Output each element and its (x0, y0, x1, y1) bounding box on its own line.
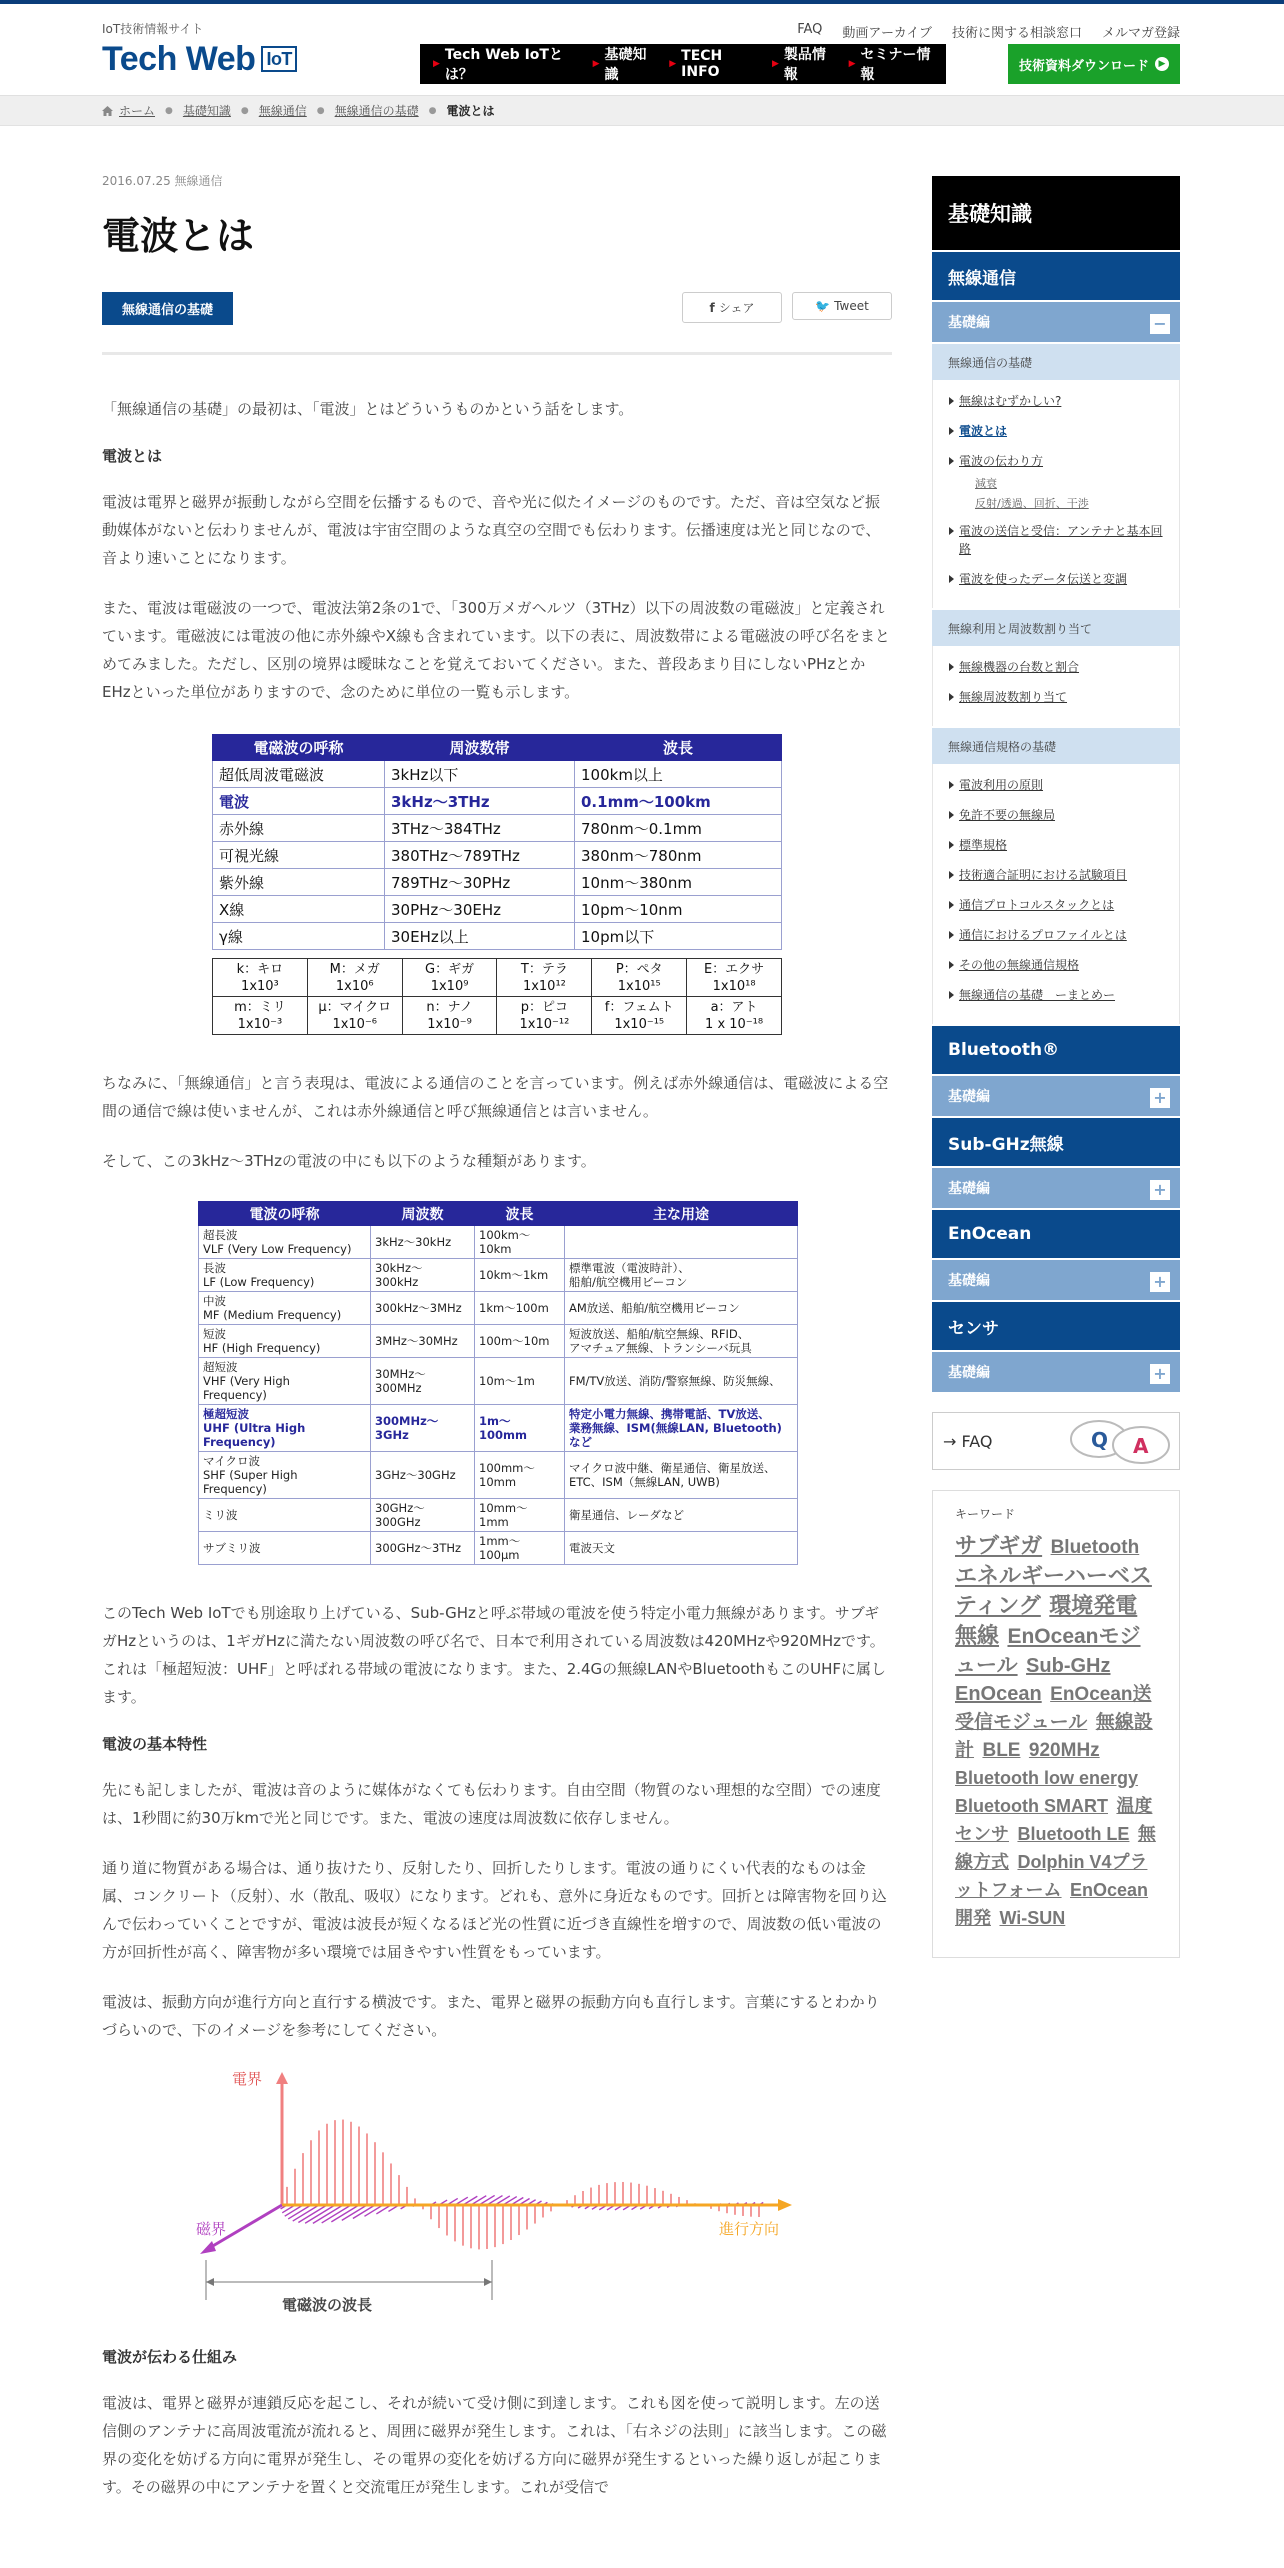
logo-iot-badge: IoT (261, 46, 297, 72)
table-cell: γ線 (213, 923, 385, 950)
table-row (213, 788, 782, 815)
sidebar-link[interactable]: 電波を使ったデータ伝送と変調 (949, 570, 1165, 588)
table-cell: 電波天文 (565, 1532, 798, 1565)
unit-prefix-name: μ：マイクロ (318, 999, 392, 1015)
table-row (199, 1532, 798, 1565)
table-cell: 10pm～10nm (575, 896, 782, 923)
unit-prefix-name: G：ギガ (425, 961, 475, 977)
table-header: 周波数帯 (385, 735, 575, 761)
facebook-icon: f (709, 301, 715, 315)
article-meta: 2016.07.25 無線通信 (102, 174, 223, 188)
table-cell: 1m～ 100mm (475, 1405, 565, 1452)
sidebar-link[interactable]: 無線はむずかしい? (949, 392, 1165, 410)
table-cell: マイクロ波中継、衛星通信、衛星放送、 ETC、ISM（無線LAN, UWB) (565, 1452, 798, 1499)
download-button[interactable]: 技術資料ダウンロード ▶ (1008, 44, 1180, 84)
keyword-tag[interactable]: Bluetooth low energy (955, 1768, 1139, 1788)
unit-prefix-table (212, 958, 782, 1035)
unit-prefix-value: 1x10⁻⁹ (427, 1016, 472, 1032)
keyword-title: キーワード (955, 1507, 1016, 1521)
tweet-button[interactable]: 🐦 Tweet (792, 292, 892, 320)
nav-arrow-icon: ▶ (848, 59, 856, 69)
keyword-tag[interactable]: EnOcean (955, 1683, 1042, 1705)
keyword-tag[interactable]: 環境発電 (1049, 1593, 1138, 1618)
breadcrumb-separator-icon: ● (316, 105, 325, 116)
mfield-hatch-line (305, 2205, 335, 2223)
table-cell: 長波 LF (Low Frequency) (199, 1259, 371, 1292)
table-cell: 1mm～ 100μm (475, 1532, 565, 1565)
table-cell (213, 997, 308, 1035)
site-header (0, 4, 1284, 96)
sidebar-link[interactable]: 通信プロトコルスタックとは (949, 896, 1165, 914)
sidebar-list (932, 380, 1180, 608)
sidebar (932, 176, 1180, 1958)
unit-prefix-value: 1x10⁻⁶ (332, 1016, 378, 1032)
keyword-tag[interactable]: 無線 (955, 1623, 1000, 1648)
nav-arrow-icon: ▶ (592, 59, 600, 69)
mfield-hatch-line (298, 2205, 327, 2222)
table-cell (213, 959, 308, 997)
keyword-tag[interactable]: 無線方式 (955, 1824, 1156, 1872)
table-row (199, 1226, 798, 1259)
breadcrumb-wireless[interactable]: 無線通信 (258, 104, 307, 118)
table-cell (497, 959, 592, 997)
nav-arrow-icon: ▶ (433, 59, 440, 69)
unit-prefix-name: T：テラ (520, 961, 568, 977)
wavelength-arrowhead-icon (484, 2278, 492, 2286)
paragraph: 電波は、電界と磁界が連鎖反応を起こし、それが続いて受け側に到達します。これも図を使って説明します。左の送信側のアンテナに高周波電流が流れると、周囲に磁界が発生します。これは、「右ネジの法則」に該当します。この磁界の変化を妨げる方向に電界が発生し、その電界の変化を妨げる方向に磁界が発生するといった繰り返しが起こります。その磁界の中にアンテナを置くと交流電圧が発生します。これが受信で (102, 2394, 887, 2496)
facebook-share-button[interactable]: f シェア (682, 292, 782, 323)
table-cell: マイクロ波 SHF (Super High Frequency) (199, 1452, 371, 1499)
nav-arrow-icon: ▶ (669, 59, 677, 69)
table-row (199, 1259, 798, 1292)
keyword-tag[interactable]: EnOcean送受信モジュール (955, 1684, 1152, 1733)
breadcrumb-separator-icon: ● (428, 105, 437, 116)
unit-prefix-value: 1x10⁻¹² (519, 1016, 570, 1032)
mfield-hatch-line (364, 2205, 383, 2216)
unit-prefix-value: 1x10³ (241, 978, 279, 994)
nav-basics[interactable]: ▶ 基礎知識 (592, 47, 647, 83)
table-header: 周波数 (371, 1202, 475, 1226)
table-cell: 100mm～ 10mm (475, 1452, 565, 1499)
table-cell: 10pm以下 (575, 923, 782, 950)
table-row (199, 1405, 798, 1452)
logo-text: Tech Web (102, 40, 256, 78)
breadcrumb-current: 電波とは (446, 104, 495, 118)
paragraph: 通り道に物質がある場合は、通り抜けたり、反射したり、回折したりします。電波の通りにくい代表的なものは金属、コンクリート（反射）、水（散乱、吸収）になります。どれも、意外に身近なものです。回折とは障害物を回り込んで伝わっていくことですが、電波は波長が短くなるほど光の性質に近づき直線性を増すので、周波数の低い電波の方が回折性が高く、障害物が多い環境では届きやすい性質をもっています。 (102, 1859, 887, 1961)
twitter-icon: 🐦 (815, 299, 831, 313)
table-cell (497, 997, 592, 1035)
mfield-axis-arrowhead-icon (200, 2241, 216, 2254)
breadcrumb-home[interactable]: ホーム (119, 104, 156, 118)
table-header: 電波の呼称 (199, 1202, 371, 1226)
unit-prefix-name: P：ペタ (615, 961, 663, 977)
breadcrumb-separator-icon: ● (165, 105, 173, 116)
keyword-tag[interactable]: Wi-SUN (999, 1908, 1066, 1928)
table-row (199, 1292, 798, 1325)
magnetic-field-hatch (281, 2195, 764, 2223)
paragraph: 先にも記しましたが、電波は音のように媒体がなくても伝わります。自由空間（物質のない理想的な空間）での速度は、1秒間に約30万kmで光と同じです。また、電波の速度は周波数に依存しません。 (102, 1781, 881, 1827)
table-header: 波長 (575, 735, 782, 761)
mfield-hatch-line (285, 2205, 303, 2216)
em-wave-table (212, 734, 782, 950)
sidebar-link[interactable]: 標準規格 (949, 836, 1165, 854)
unit-prefix-value: 1x10⁶ (335, 978, 374, 994)
plus-icon[interactable]: + (1150, 1088, 1170, 1108)
table-row (213, 815, 782, 842)
table-header-row (199, 1202, 798, 1226)
table-cell: 超低周波電磁波 (213, 761, 385, 788)
site-logo[interactable] (102, 40, 297, 79)
table-cell: サブミリ波 (199, 1532, 371, 1565)
sidebar-cat-bluetooth[interactable]: Bluetooth® (932, 1024, 1180, 1074)
keyword-tags (955, 1532, 1157, 1933)
sidebar-sublink[interactable]: 反射/透過、回折、干渉 (975, 497, 1089, 510)
table-header-row (213, 735, 782, 761)
sidebar-sublink[interactable]: 減衰 (975, 477, 997, 490)
table-cell: 短波放送、船舶/航空無線、RFID、 アマチュア無線、トランシーバ玩具 (565, 1325, 798, 1358)
table-cell: 超短波 VHF (Very High Frequency) (199, 1358, 371, 1405)
nav-seminar[interactable]: ▶ セミナー情報 (848, 47, 931, 83)
article (102, 172, 892, 2501)
nav-products[interactable]: ▶ 製品情報 (771, 47, 826, 83)
table-row (213, 923, 782, 950)
table-cell (687, 959, 782, 997)
unit-prefix-name: a：アト (710, 999, 758, 1015)
keyword-tag[interactable]: EnOcean開発 (955, 1880, 1149, 1928)
sidebar-link[interactable]: 無線周波数割り当て (949, 688, 1165, 706)
unit-prefix-value: 1x10⁹ (430, 978, 469, 994)
table-cell: 3MHz～30MHz (371, 1325, 475, 1358)
radio-wave-table (198, 1201, 798, 1565)
table-cell: 10mm～ 1mm (475, 1499, 565, 1532)
breadcrumb-wireless-basics[interactable]: 無線通信の基礎 (334, 104, 419, 118)
unit-prefix-name: f：フェムト (604, 999, 674, 1015)
plus-icon[interactable]: + (1150, 1272, 1170, 1292)
table-cell (687, 997, 782, 1035)
paragraph: また、電波は電磁波の一つで、電波法第2条の1で、「300万メガヘルツ（3THz）以下の周波数の電磁波」と定義されています。電磁波には電波の他に赤外線やX線も含まれています。以下の表に、周波数帯による電磁波の呼び名をまとめてみました。ただし、区別の境界は曖昧なことを覚えておいてください。また、普段あまり目にしないPHzとかEHzといった単位がありますので、念のために単位の一覧も示します。 (102, 599, 890, 701)
table-cell: 短波 HF (High Frequency) (199, 1325, 371, 1358)
sidebar-link[interactable]: 無線機器の台数と割合 (949, 658, 1165, 676)
sidebar-group-title: 無線通信の基礎 (932, 342, 1180, 380)
unit-prefix-value: 1x10⁻³ (237, 1016, 283, 1032)
keyword-tag[interactable]: 920MHz (1028, 1740, 1100, 1761)
em-wave-svg (192, 2070, 812, 2320)
unit-prefix-value: 1x10¹² (522, 978, 566, 994)
table-cell: 3kHz以下 (385, 761, 575, 788)
page-title: 電波とは (102, 214, 255, 258)
table-cell: 300GHz～3THz (371, 1532, 475, 1565)
faq-label: → FAQ (943, 1432, 993, 1451)
table-cell: 極超短波 UHF (Ultra High Frequency) (199, 1405, 371, 1452)
table-cell: 380THz～789THz (385, 842, 575, 869)
table-cell (592, 959, 687, 997)
paragraph: そして、この3kHz～3THzの電波の中にも以下のような種類があります。 (102, 1152, 596, 1170)
sidebar-link[interactable]: 通信におけるプロファイルとは (949, 926, 1165, 944)
keyword-tag[interactable]: サブギガ (955, 1533, 1043, 1558)
unit-prefix-name: m：ミリ (234, 999, 286, 1015)
table-cell: 380nm～780nm (575, 842, 782, 869)
table-cell (565, 1226, 798, 1259)
table-row (213, 959, 782, 997)
unit-prefix-name: E：エクサ (703, 961, 765, 977)
unit-prefix-name: M：メガ (329, 961, 380, 977)
section-heading-denpa: 電波とは (102, 447, 163, 465)
table-cell: 780nm～0.1mm (575, 815, 782, 842)
table-row (213, 997, 782, 1035)
paragraph-intro: 「無線通信の基礎」の最初は、「電波」とはどういうものかという話をします。 (102, 400, 634, 418)
mfield-hatch-line (322, 2205, 351, 2223)
top-link-consult[interactable]: 技術に関する相談窓口 (951, 26, 1082, 41)
table-cell: 赤外線 (213, 815, 385, 842)
arrow-circle-icon: ▶ (1155, 57, 1169, 71)
wavelength-label: 電磁波の波長 (282, 2296, 373, 2314)
table-cell: 30EHz以上 (385, 923, 575, 950)
sidebar-sub-basic[interactable]: 基礎編 + (932, 1350, 1180, 1392)
table-cell: 0.1mm～100km (575, 788, 782, 815)
plus-icon[interactable]: + (1150, 1180, 1170, 1200)
table-row (213, 761, 782, 788)
sidebar-cat-sensor[interactable]: センサ (932, 1300, 1180, 1350)
sidebar-list (932, 646, 1180, 726)
table-row (213, 896, 782, 923)
table-cell (402, 959, 497, 997)
sidebar-sub-basic[interactable]: 基礎編 + (932, 1074, 1180, 1116)
electric-field-arrows (287, 2120, 759, 2250)
table-cell: 30MHz～ 300MHz (371, 1358, 475, 1405)
table-cell: 可視光線 (213, 842, 385, 869)
nav-tech-info[interactable]: ▶ TECH INFO (669, 48, 723, 80)
table-cell (307, 997, 402, 1035)
keyword-tag[interactable]: Bluetooth LE (1017, 1824, 1130, 1844)
breadcrumb (0, 96, 1284, 126)
table-cell: 30PHz～30EHz (385, 896, 575, 923)
table-header: 電磁波の呼称 (213, 735, 385, 761)
table-cell: 3kHz～3THz (385, 788, 575, 815)
plus-icon[interactable]: + (1150, 1364, 1170, 1384)
sidebar-link[interactable]: 電波の伝わり方 (949, 452, 1165, 470)
faq-banner[interactable] (932, 1412, 1180, 1470)
table-cell: 100km以上 (575, 761, 782, 788)
sidebar-link[interactable]: 技術適合証明における試験項目 (949, 866, 1165, 884)
category-tag[interactable]: 無線通信の基礎 (102, 292, 233, 325)
sidebar-sub-basic[interactable]: 基礎編 + (932, 1166, 1180, 1208)
table-cell: 1km～100m (475, 1292, 565, 1325)
qa-bubbles-icon (1069, 1417, 1175, 1467)
table-cell: 3GHz～30GHz (371, 1452, 475, 1499)
table-cell: 電波 (213, 788, 385, 815)
sidebar-link-current[interactable]: 電波とは (949, 422, 1165, 440)
keyword-tag[interactable]: Bluetooth (1050, 1537, 1140, 1558)
divider (102, 352, 892, 355)
table-row (199, 1325, 798, 1358)
sidebar-link[interactable]: 無線通信の基礎 ーまとめー (949, 986, 1165, 1004)
table-header: 主な用途 (565, 1202, 798, 1226)
keyword-tag[interactable]: エネルギーハーベスティング (955, 1563, 1152, 1618)
nav-arrow-icon: ▶ (771, 59, 779, 69)
top-links (797, 22, 1180, 41)
unit-prefix-value: 1x10¹⁵ (617, 978, 661, 994)
table-cell: 10m～1m (475, 1358, 565, 1405)
keyword-cloud (932, 1490, 1180, 1958)
unit-prefix-value: 1x10¹⁸ (712, 978, 756, 994)
top-link-faq[interactable]: FAQ (797, 22, 823, 37)
sidebar-sub-basic[interactable]: 基礎編 − (932, 300, 1180, 342)
table-cell: 10km～1km (475, 1259, 565, 1292)
sidebar-link[interactable]: 電波の送信と受信：アンテナと基本回路 (949, 522, 1165, 558)
table-cell: 紫外線 (213, 869, 385, 896)
sidebar-link[interactable]: 電波利用の原則 (949, 776, 1165, 794)
tag-row (102, 292, 892, 328)
keyword-tag[interactable]: 無線設計 (955, 1712, 1153, 1761)
breadcrumb-basics[interactable]: 基礎知識 (182, 104, 231, 118)
table-cell: FM/TV放送、消防/警察無線、防災無線、 (565, 1358, 798, 1405)
table-header: 波長 (475, 1202, 565, 1226)
site-subtitle: IoT技術情報サイト (102, 22, 204, 36)
sidebar-group-title: 無線利用と周波数割り当て (932, 608, 1180, 646)
table-cell: 100km～ 10km (475, 1226, 565, 1259)
sidebar-sub-basic[interactable]: 基礎編 + (932, 1258, 1180, 1300)
table-cell: 3THz～384THz (385, 815, 575, 842)
em-wave-diagram (192, 2070, 812, 2320)
table-cell: 中波 MF (Medium Frequency) (199, 1292, 371, 1325)
keyword-tag[interactable]: 温度センサ (955, 1796, 1153, 1844)
sidebar-cat-enocean[interactable]: EnOcean (932, 1208, 1180, 1258)
direction-arrowhead-icon (778, 2199, 792, 2211)
paragraph: このTech Web IoTでも別途取り上げている、Sub-GHzと呼ぶ帯域の電波を使う特定小電力無線があります。サブギガHzというのは、1ギガHzに満たない周波数の呼び名で、日本で利用されている周波数は420MHzや920MHzです。これは「極超短波：UHF」と呼ばれる帯域の電波になります。また、2.4Gの無線LANやBluetoothもこのUHFに属します。 (102, 1604, 887, 1706)
table-cell: 超長波 VLF (Very Low Frequency) (199, 1226, 371, 1259)
table-row (199, 1452, 798, 1499)
table-cell: 300kHz～3MHz (371, 1292, 475, 1325)
table-cell (592, 997, 687, 1035)
breadcrumb-separator-icon: ● (240, 105, 249, 116)
table-row (213, 869, 782, 896)
table-cell: 789THz～30PHz (385, 869, 575, 896)
section-heading-tsutawaru: 電波が伝わる仕組み (102, 2348, 238, 2366)
table-cell (307, 959, 402, 997)
mfield-label: 磁界 (196, 2220, 227, 2238)
table-row (213, 842, 782, 869)
table-cell: 30kHz～ 300kHz (371, 1259, 475, 1292)
paragraph: 電波は電界と磁界が振動しながら空間を伝播するもので、音や光に似たイメージのものです。ただ、音は空気など振動媒体がないと伝わりませんが、電波は宇宙空間のような真空の空間でも伝わります。伝播速度は光と同じなので、音より速いことになります。 (102, 493, 881, 567)
keyword-tag[interactable]: Sub-GHz (1026, 1655, 1111, 1677)
paragraph: ちなみに、「無線通信」と言う表現は、電波による通信のことを言っています。例えば赤外線通信は、電磁波による空間の通信で線は使いませんが、これは赤外線通信と呼び無線通信とは言いません。 (102, 1074, 889, 1120)
table-cell: 30GHz～ 300GHz (371, 1499, 475, 1532)
table-cell: 衛星通信、レーダなど (565, 1499, 798, 1532)
table-cell: 特定小電力無線、携帯電話、TV放送、 業務無線、ISM(無線LAN, Bluetooth) など (565, 1405, 798, 1452)
home-icon (102, 106, 113, 116)
mfield-hatch-line (313, 2205, 343, 2223)
table-cell: ミリ波 (199, 1499, 371, 1532)
unit-prefix-name: n：ナノ (426, 999, 473, 1015)
table-cell: AM放送、船舶/航空機用ビーコン (565, 1292, 798, 1325)
table-cell: 標準電波（電波時計）、 船舶/航空機用ビーコン (565, 1259, 798, 1292)
table-cell: X線 (213, 896, 385, 923)
section-heading-kihon: 電波の基本特性 (102, 1735, 208, 1753)
keyword-tag[interactable]: EnOceanモジュール (955, 1625, 1141, 1677)
table-cell: 3kHz～30kHz (371, 1226, 475, 1259)
table-cell: 100m～10m (475, 1325, 565, 1358)
table-cell: 10nm～380nm (575, 869, 782, 896)
top-link-newsletter[interactable]: メルマガ登録 (1101, 26, 1180, 41)
sidebar-group-title: 無線通信規格の基礎 (932, 726, 1180, 764)
unit-prefix-name: p：ピコ (520, 999, 569, 1015)
minus-icon[interactable]: − (1150, 314, 1170, 334)
sidebar-title: 基礎知識 (932, 176, 1180, 250)
sidebar-list (932, 764, 1180, 1024)
unit-prefix-value: 1x10⁻¹⁵ (614, 1016, 665, 1032)
efield-label: 電界 (232, 2070, 263, 2088)
mfield-hatch-line (331, 2205, 359, 2222)
nav-about[interactable]: ▶ Tech Web IoTとは？ (433, 47, 563, 83)
keyword-tag[interactable]: Dolphin V4プラットフォーム (955, 1852, 1148, 1900)
paragraph: 電波は、振動方向が進行方向と直行する横波です。また、電界と磁界の振動方向も直行します。言葉にするとわかりづらいので、下のイメージを参考にしてください。 (102, 1993, 880, 2039)
wavelength-arrowhead-icon (206, 2278, 214, 2286)
svg-text:A: A (1133, 1434, 1149, 1458)
direction-label: 進行方向 (719, 2220, 780, 2238)
keyword-tag[interactable]: Bluetooth SMART (955, 1796, 1108, 1816)
table-cell (402, 997, 497, 1035)
efield-axis-arrowhead-icon (276, 2072, 288, 2084)
table-row (199, 1358, 798, 1405)
sidebar-cat-wireless[interactable]: 無線通信 (932, 250, 1180, 300)
keyword-tag[interactable]: BLE (982, 1740, 1021, 1761)
sidebar-link[interactable]: 免許不要の無線局 (949, 806, 1165, 824)
unit-prefix-name: k：キロ (236, 961, 284, 977)
table-cell: 300MHz～ 3GHz (371, 1405, 475, 1452)
table-row (199, 1499, 798, 1532)
top-link-video[interactable]: 動画アーカイブ (842, 26, 932, 41)
sidebar-cat-subghz[interactable]: Sub-GHz無線 (932, 1116, 1180, 1166)
main-nav (420, 44, 946, 84)
svg-text:Q: Q (1091, 1428, 1109, 1452)
unit-prefix-value: 1 x 10⁻¹⁸ (705, 1016, 764, 1032)
sidebar-link[interactable]: その他の無線通信規格 (949, 956, 1165, 974)
